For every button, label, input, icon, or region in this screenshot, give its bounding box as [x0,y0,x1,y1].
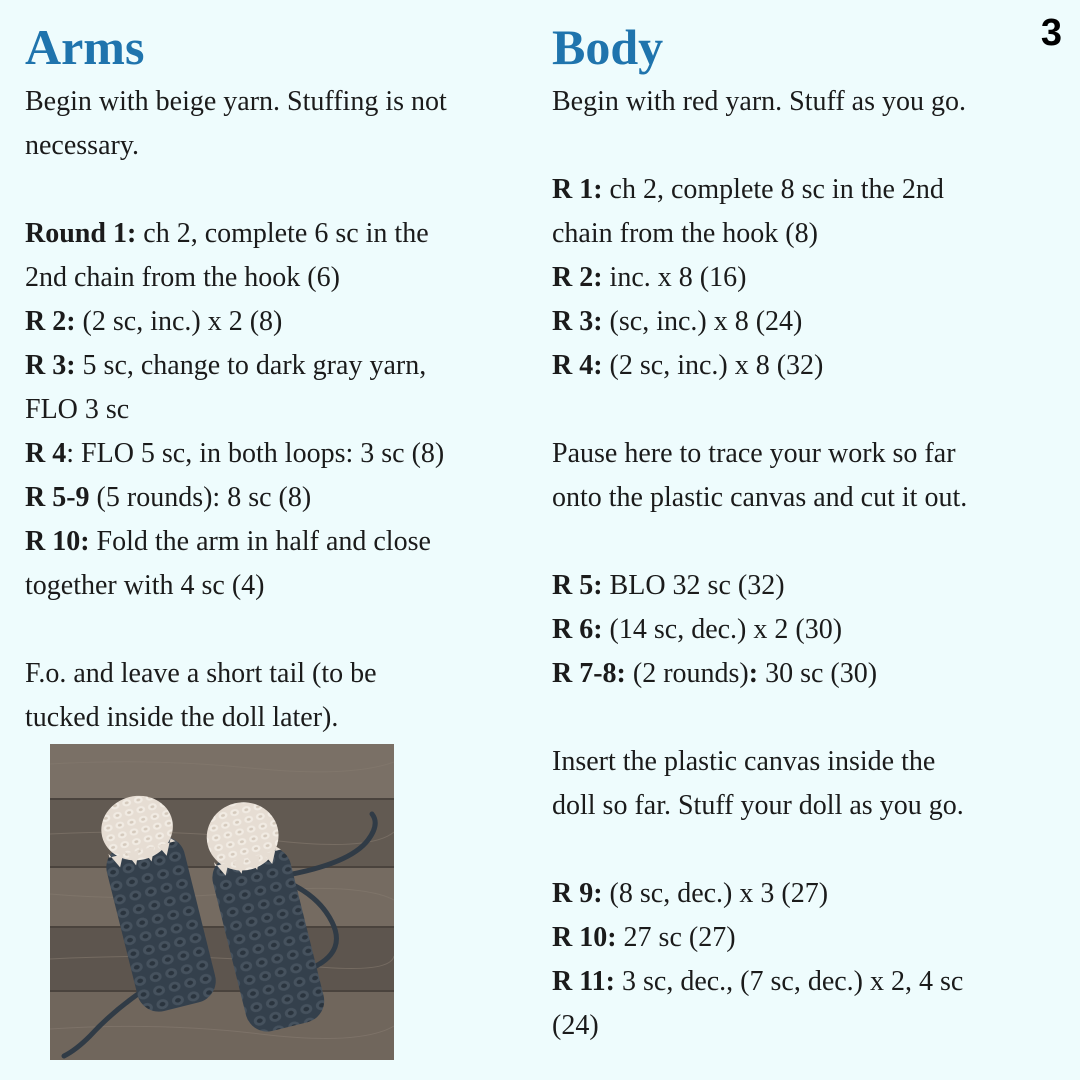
crochet-arms-photo [50,744,394,1060]
round-text: (8 sc, dec.) x 3 (27) [602,878,829,909]
arms-round-1-cont: 2nd chain from the hook (6) [25,262,340,293]
arms-round-2 [25,300,535,344]
round-text: 5 sc, change to dark gray yarn, [75,350,427,381]
round-text: (5 rounds): 8 sc (8) [89,482,312,513]
body-section [552,18,1072,1048]
arms-round-4 [25,432,535,476]
arms-round-10-cont: together with 4 sc (4) [25,570,265,601]
round-text: BLO 32 sc (32) [602,570,785,601]
round-text: ch 2, complete 8 sc in the 2nd [602,174,944,205]
arms-round-3 [25,344,535,388]
round-label: R 11: [552,966,615,997]
body-round-6 [552,608,1072,652]
round-label: R 2: [552,262,603,293]
round-label: R 9: [552,878,603,909]
page-number: 3 [1040,12,1062,54]
arms-round-10 [25,520,535,564]
round-text: (2 sc, inc.) x 2 (8) [75,306,283,337]
round-text: 27 sc (27) [616,922,736,953]
round-text: Fold the arm in half and close [89,526,431,557]
arms-round-5-9 [25,476,535,520]
round-label: R 1: [552,174,603,205]
round-label: R 10: [25,526,90,557]
round-text: (sc, inc.) x 8 (24) [602,306,803,337]
round-text: 30 sc (30) [758,658,878,689]
body-round-2 [552,256,1072,300]
body-round-9 [552,872,1072,916]
round-text: ch 2, complete 6 sc in the [136,218,429,249]
round-label: R 5: [552,570,603,601]
round-text: inc. x 8 (16) [602,262,747,293]
round-label: R 3: [552,306,603,337]
round-label: Round 1: [25,218,137,249]
arms-round-3-cont: FLO 3 sc [25,394,130,425]
round-label: R 4 [25,438,67,469]
round-text: (2 rounds) [625,658,749,689]
round-label: R 4: [552,350,603,381]
arms-heading: Arms [25,19,145,75]
round-label: R 10: [552,922,617,953]
body-heading: Body [552,19,664,75]
body-pause-line-2: onto the plastic canvas and cut it out. [552,482,968,513]
body-instructions [552,80,1072,1048]
arms-finish-line-1: F.o. and leave a short tail (to be [25,658,377,689]
arms-finish-line-2: tucked inside the doll later). [25,702,339,733]
body-round-1 [552,168,1072,212]
body-insert-line-2: doll so far. Stuff your doll as you go. [552,790,964,821]
body-round-7-8 [552,652,1072,696]
round-text: 3 sc, dec., (7 sc, dec.) x 2, 4 sc [615,966,964,997]
arms-round-1 [25,212,535,256]
round-label: R 2: [25,306,76,337]
round-text: : FLO 5 sc, in both loops: 3 sc (8) [66,438,445,469]
arms-intro-line-2: necessary. [25,130,140,161]
round-text: (14 sc, dec.) x 2 (30) [602,614,843,645]
body-pause-line-1: Pause here to trace your work so far [552,438,956,469]
round-text: (2 sc, inc.) x 8 (32) [602,350,824,381]
body-round-3 [552,300,1072,344]
round-colon: : [748,658,759,689]
body-round-11 [552,960,1072,1004]
body-round-11-cont: (24) [552,1010,599,1041]
arms-intro-line-1: Begin with beige yarn. Stuffing is not [25,86,447,117]
body-round-4 [552,344,1072,388]
body-round-1-cont: chain from the hook (8) [552,218,818,249]
body-round-5 [552,564,1072,608]
body-intro: Begin with red yarn. Stuff as you go. [552,86,966,117]
round-label: R 7-8: [552,658,626,689]
body-round-10 [552,916,1072,960]
arms-instructions [25,80,535,740]
round-label: R 5-9 [25,482,90,513]
arms-section [25,18,535,740]
round-label: R 6: [552,614,603,645]
round-label: R 3: [25,350,76,381]
body-insert-line-1: Insert the plastic canvas inside the [552,746,936,777]
